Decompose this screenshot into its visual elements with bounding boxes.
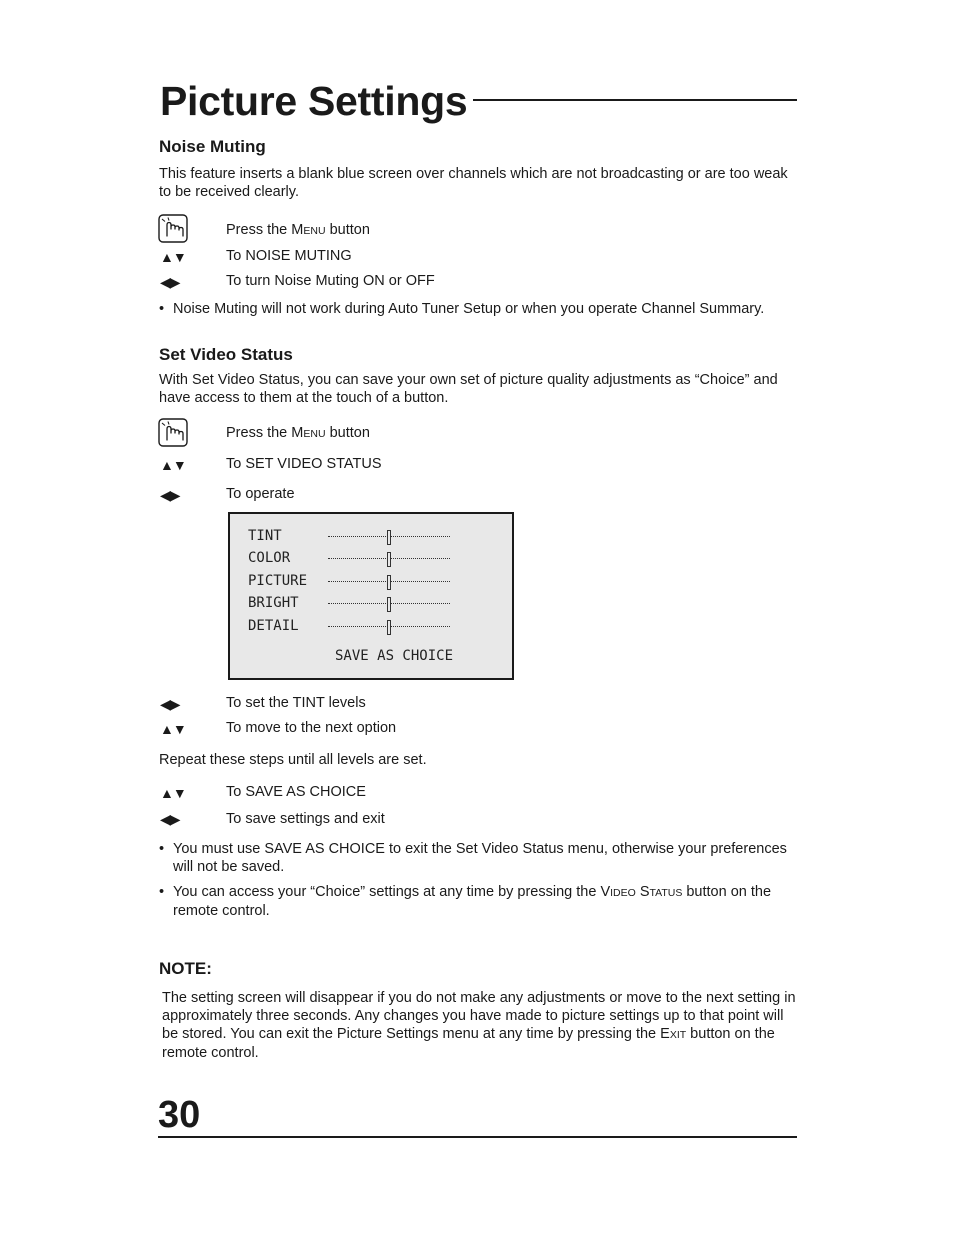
step-text: To SET VIDEO STATUS: [226, 456, 382, 472]
note-text: The setting screen will disappear if you do not make any adjustments or move to the next setting in approximately three seconds. Any changes you have made to picture settings up to that point will be stored. You can exit the Picture Settings menu at any time by pressing the EXIT button on the remote control.: [162, 990, 796, 1061]
left-right-arrow-icon: ◀▶: [160, 487, 180, 503]
osd-label-tint: TINT: [248, 528, 282, 544]
left-right-arrow-icon: ◀▶: [160, 696, 180, 712]
slider-knob: [387, 575, 391, 590]
up-down-arrow-icon: ▲▼: [160, 249, 186, 265]
set-video-status-heading: Set Video Status: [159, 345, 293, 364]
up-down-arrow-icon: ▲▼: [160, 785, 186, 801]
note-heading: NOTE:: [159, 959, 212, 978]
slider-knob: [387, 597, 391, 612]
title-rule: [473, 99, 797, 101]
bullet-item: • You must use SAVE AS CHOICE to exit the Set Video Status menu, otherwise your preferences will not be saved.: [159, 841, 787, 875]
osd-save-as-choice: SAVE AS CHOICE: [335, 648, 454, 664]
noise-muting-heading: Noise Muting: [159, 137, 266, 156]
up-down-arrow-icon: ▲▼: [160, 721, 186, 737]
up-down-arrow-icon: ▲▼: [160, 457, 186, 473]
osd-slider-bright: [328, 597, 450, 611]
repeat-instruction: Repeat these steps until all levels are set.: [159, 752, 427, 768]
osd-slider-color: [328, 552, 450, 566]
osd-slider-picture: [328, 575, 450, 589]
osd-label-picture: PICTURE: [248, 573, 308, 589]
osd-label-bright: BRIGHT: [248, 595, 299, 611]
osd-slider-tint: [328, 530, 450, 544]
page-number: 30: [158, 1094, 201, 1136]
left-right-arrow-icon: ◀▶: [160, 811, 180, 827]
slider-knob: [387, 530, 391, 545]
bullet-item: • Noise Muting will not work during Auto Tuner Setup or when you operate Channel Summary.: [159, 301, 765, 317]
step-text: To set the TINT levels: [226, 695, 366, 711]
slider-knob: [387, 620, 391, 635]
step-text: To SAVE AS CHOICE: [226, 784, 366, 800]
step-text: To NOISE MUTING: [226, 248, 352, 264]
left-right-arrow-icon: ◀▶: [160, 274, 180, 290]
bullet-item: • You can access your “Choice” settings at any time by pressing the VIDEO STATUS button on the remote control.: [159, 884, 772, 919]
step-text: To operate: [226, 486, 295, 502]
page-title: Picture Settings: [160, 78, 468, 124]
osd-screen: [228, 512, 514, 680]
hand-press-icon: [158, 418, 190, 448]
step-press-menu: Press the MENU button: [226, 222, 370, 238]
hand-press-icon: [158, 214, 190, 244]
osd-label-detail: DETAIL: [248, 618, 299, 634]
step-text: To turn Noise Muting ON or OFF: [226, 273, 435, 289]
osd-slider-detail: [328, 620, 450, 634]
step-press-menu: Press the MENU button: [226, 425, 370, 441]
slider-knob: [387, 552, 391, 567]
footer-rule: [158, 1136, 797, 1138]
set-video-status-intro: With Set Video Status, you can save your own set of picture quality adjustments as “Choice” and have access to them at the touch of a button.: [159, 372, 778, 406]
osd-label-color: COLOR: [248, 550, 291, 566]
step-text: To move to the next option: [226, 720, 397, 736]
noise-muting-intro: This feature inserts a blank blue screen over channels which are not broadcasting or are too weak to be received clearly.: [159, 166, 788, 200]
step-text: To save settings and exit: [226, 811, 385, 827]
